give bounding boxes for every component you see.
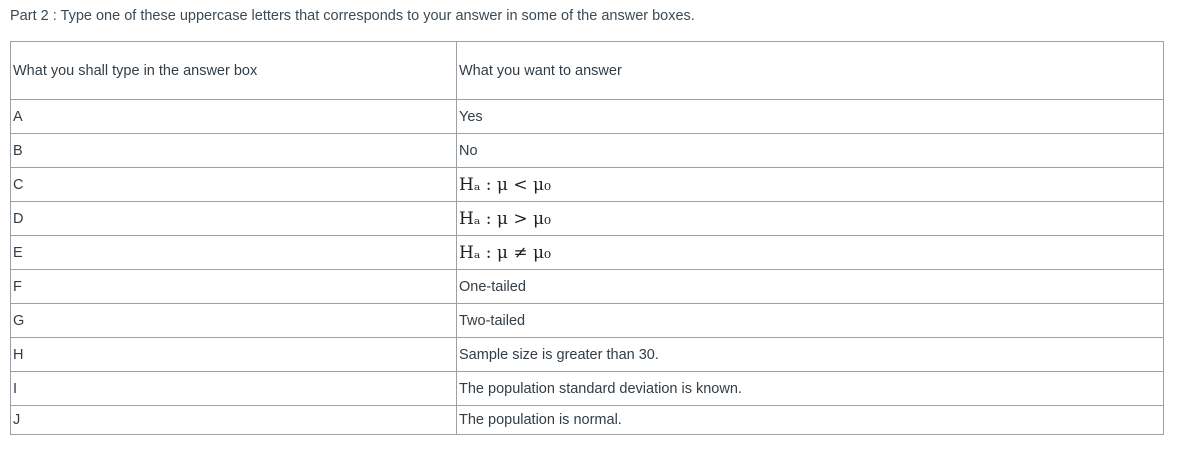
table-row [11,202,1164,236]
answer-key-table [10,41,1164,435]
instruction-text: Part 2 : Type one of these uppercase letters that corresponds to your answer in some of the answer boxes. [10,8,695,24]
column-header-type: What you shall type in the answer box [11,42,457,100]
answer-cell: Sample size is greater than 30. [457,338,1164,372]
letter-cell: H [11,338,457,372]
letter-cell: D [11,202,457,236]
table-row [11,134,1164,168]
table-row [11,270,1164,304]
answer-cell [457,202,1164,236]
answer-cell [457,168,1164,202]
letter-cell: E [11,236,457,270]
hypothesis-formula: Hₐ : μ ≠ μ₀ [459,242,551,263]
table-row [11,372,1164,406]
answer-cell: No [457,134,1164,168]
answer-cell: The population is normal. [457,406,1164,435]
table-row [11,168,1164,202]
answer-cell: One-tailed [457,270,1164,304]
table-row [11,406,1164,435]
table-row [11,338,1164,372]
letter-cell: G [11,304,457,338]
answer-cell: Yes [457,100,1164,134]
answer-cell: The population standard deviation is known. [457,372,1164,406]
answer-cell [457,236,1164,270]
table-row [11,236,1164,270]
table-row [11,304,1164,338]
hypothesis-formula: Hₐ : μ > μ₀ [459,208,551,229]
answer-cell: Two-tailed [457,304,1164,338]
hypothesis-formula: Hₐ : μ < μ₀ [459,174,551,195]
letter-cell: F [11,270,457,304]
letter-cell: C [11,168,457,202]
letter-cell: B [11,134,457,168]
letter-cell: I [11,372,457,406]
table-row [11,100,1164,134]
column-header-answer: What you want to answer [457,42,1164,100]
letter-cell: A [11,100,457,134]
letter-cell: J [11,406,457,435]
table-header-row [11,42,1164,100]
